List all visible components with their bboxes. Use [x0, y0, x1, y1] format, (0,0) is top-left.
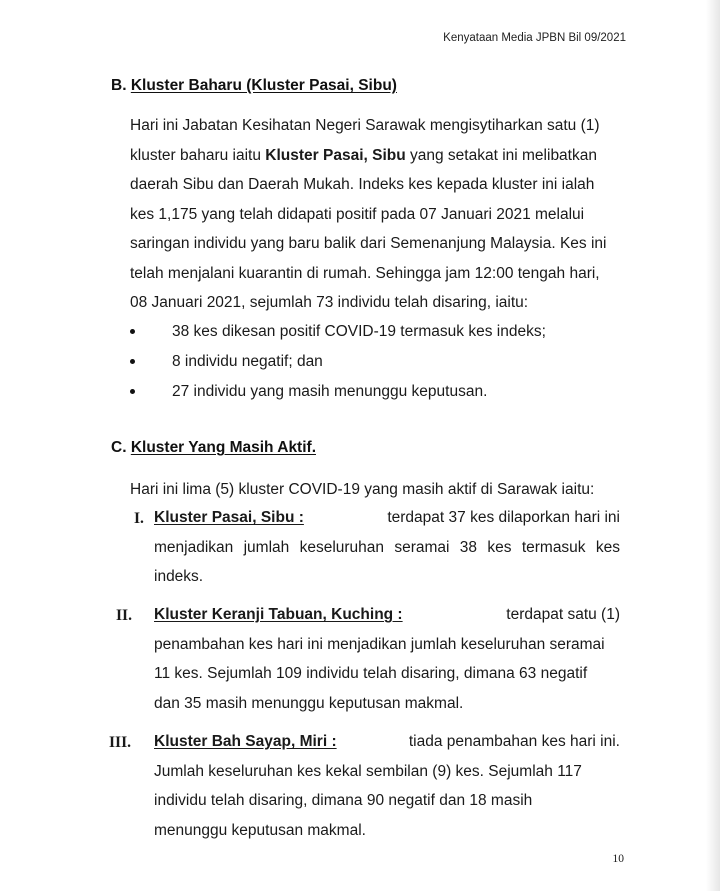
item-line: Jumlah keseluruhan kes kekal sembilan (9) kes. Sejumlah 117 — [154, 762, 582, 780]
bullet-dot-icon — [130, 359, 135, 364]
item-first-line — [154, 727, 620, 757]
section-b-heading — [111, 77, 397, 95]
bullet-dot-icon — [130, 389, 135, 394]
item-number: I. — [134, 510, 144, 527]
para-line: Hari ini Jabatan Kesihatan Negeri Sarawak mengisytiharkan satu (1) — [130, 117, 600, 134]
para-line: kes 1,175 yang telah didapati positif pada 07 Januari 2021 melalui — [130, 205, 585, 223]
para-line: telah menjalani kuarantin di rumah. Sehingga jam 12:00 tengah hari, — [130, 264, 600, 282]
document-reference: Kenyataan Media JPBN Bil 09/2021 — [443, 32, 626, 44]
item-text: terdapat 37 kes dilaporkan hari ini — [387, 509, 620, 526]
para-line: 08 Januari 2021, sejumlah 73 individu telah disaring, iaitu: — [130, 294, 529, 311]
item-first-line — [154, 600, 620, 630]
item-text: terdapat satu (1) — [506, 606, 620, 623]
cluster-item — [154, 503, 620, 592]
item-number: III. — [109, 734, 131, 751]
para-line: daerah Sibu dan Daerah Mukah. Indeks kes kepada kluster ini ialah — [130, 176, 595, 193]
cluster-name-bold: Kluster Pasai, Sibu — [265, 146, 406, 164]
cluster-name: Kluster Bah Sayap, Miri : — [154, 733, 337, 750]
section-c-heading — [111, 439, 316, 457]
page-number: 10 — [612, 853, 624, 865]
bullet-text: 8 individu negatif; dan — [172, 353, 323, 370]
para-text: kluster baharu iaitu — [130, 146, 266, 164]
bullet-text: 27 individu yang masih menunggu keputusan. — [172, 383, 488, 400]
item-number: II. — [116, 607, 132, 624]
para-line — [130, 141, 630, 171]
section-b-title: Kluster Baharu (Kluster Pasai, Sibu) — [130, 77, 397, 94]
section-c-title: Kluster Yang Masih Aktif. — [130, 439, 316, 456]
section-b-paragraph — [130, 111, 630, 318]
item-line: menjadikan jumlah keseluruhan seramai 38 kes termasuk kes — [154, 538, 620, 556]
cluster-name: Kluster Pasai, Sibu : — [154, 509, 304, 526]
page-edge-shadow — [706, 0, 720, 891]
section-c-intro: Hari ini lima (5) kluster COVID-19 yang masih aktif di Sarawak iaitu: — [130, 481, 595, 498]
cluster-item — [154, 600, 620, 718]
item-text: individu telah disaring, dimana 90 negatif dan 18 masih — [154, 792, 533, 809]
item-text: tiada penambahan kes hari ini. — [408, 733, 620, 750]
cluster-item — [154, 727, 620, 845]
item-line — [154, 786, 620, 816]
item-line: menunggu keputusan makmal. — [154, 821, 366, 839]
para-text: yang setakat ini melibatkan — [405, 146, 597, 164]
item-line: 11 kes. Sejumlah 109 individu telah disaring, dimana 63 negatif — [154, 665, 588, 682]
section-c-letter: C. — [111, 439, 127, 456]
item-line: penambahan kes hari ini menjadikan jumlah keseluruhan seramai — [154, 635, 605, 653]
item-first-line — [154, 503, 620, 533]
bullet-text: 38 kes dikesan positif COVID-19 termasuk kes indeks; — [172, 323, 546, 340]
section-b-letter: B. — [111, 77, 127, 94]
cluster-name: Kluster Keranji Tabuan, Kuching : — [154, 606, 403, 623]
para-line: saringan individu yang baru balik dari Semenanjung Malaysia. Kes ini — [130, 235, 607, 252]
bullet-dot-icon — [130, 329, 135, 334]
item-line: indeks. — [154, 568, 204, 585]
item-line: dan 35 masih menunggu keputusan makmal. — [154, 694, 464, 712]
